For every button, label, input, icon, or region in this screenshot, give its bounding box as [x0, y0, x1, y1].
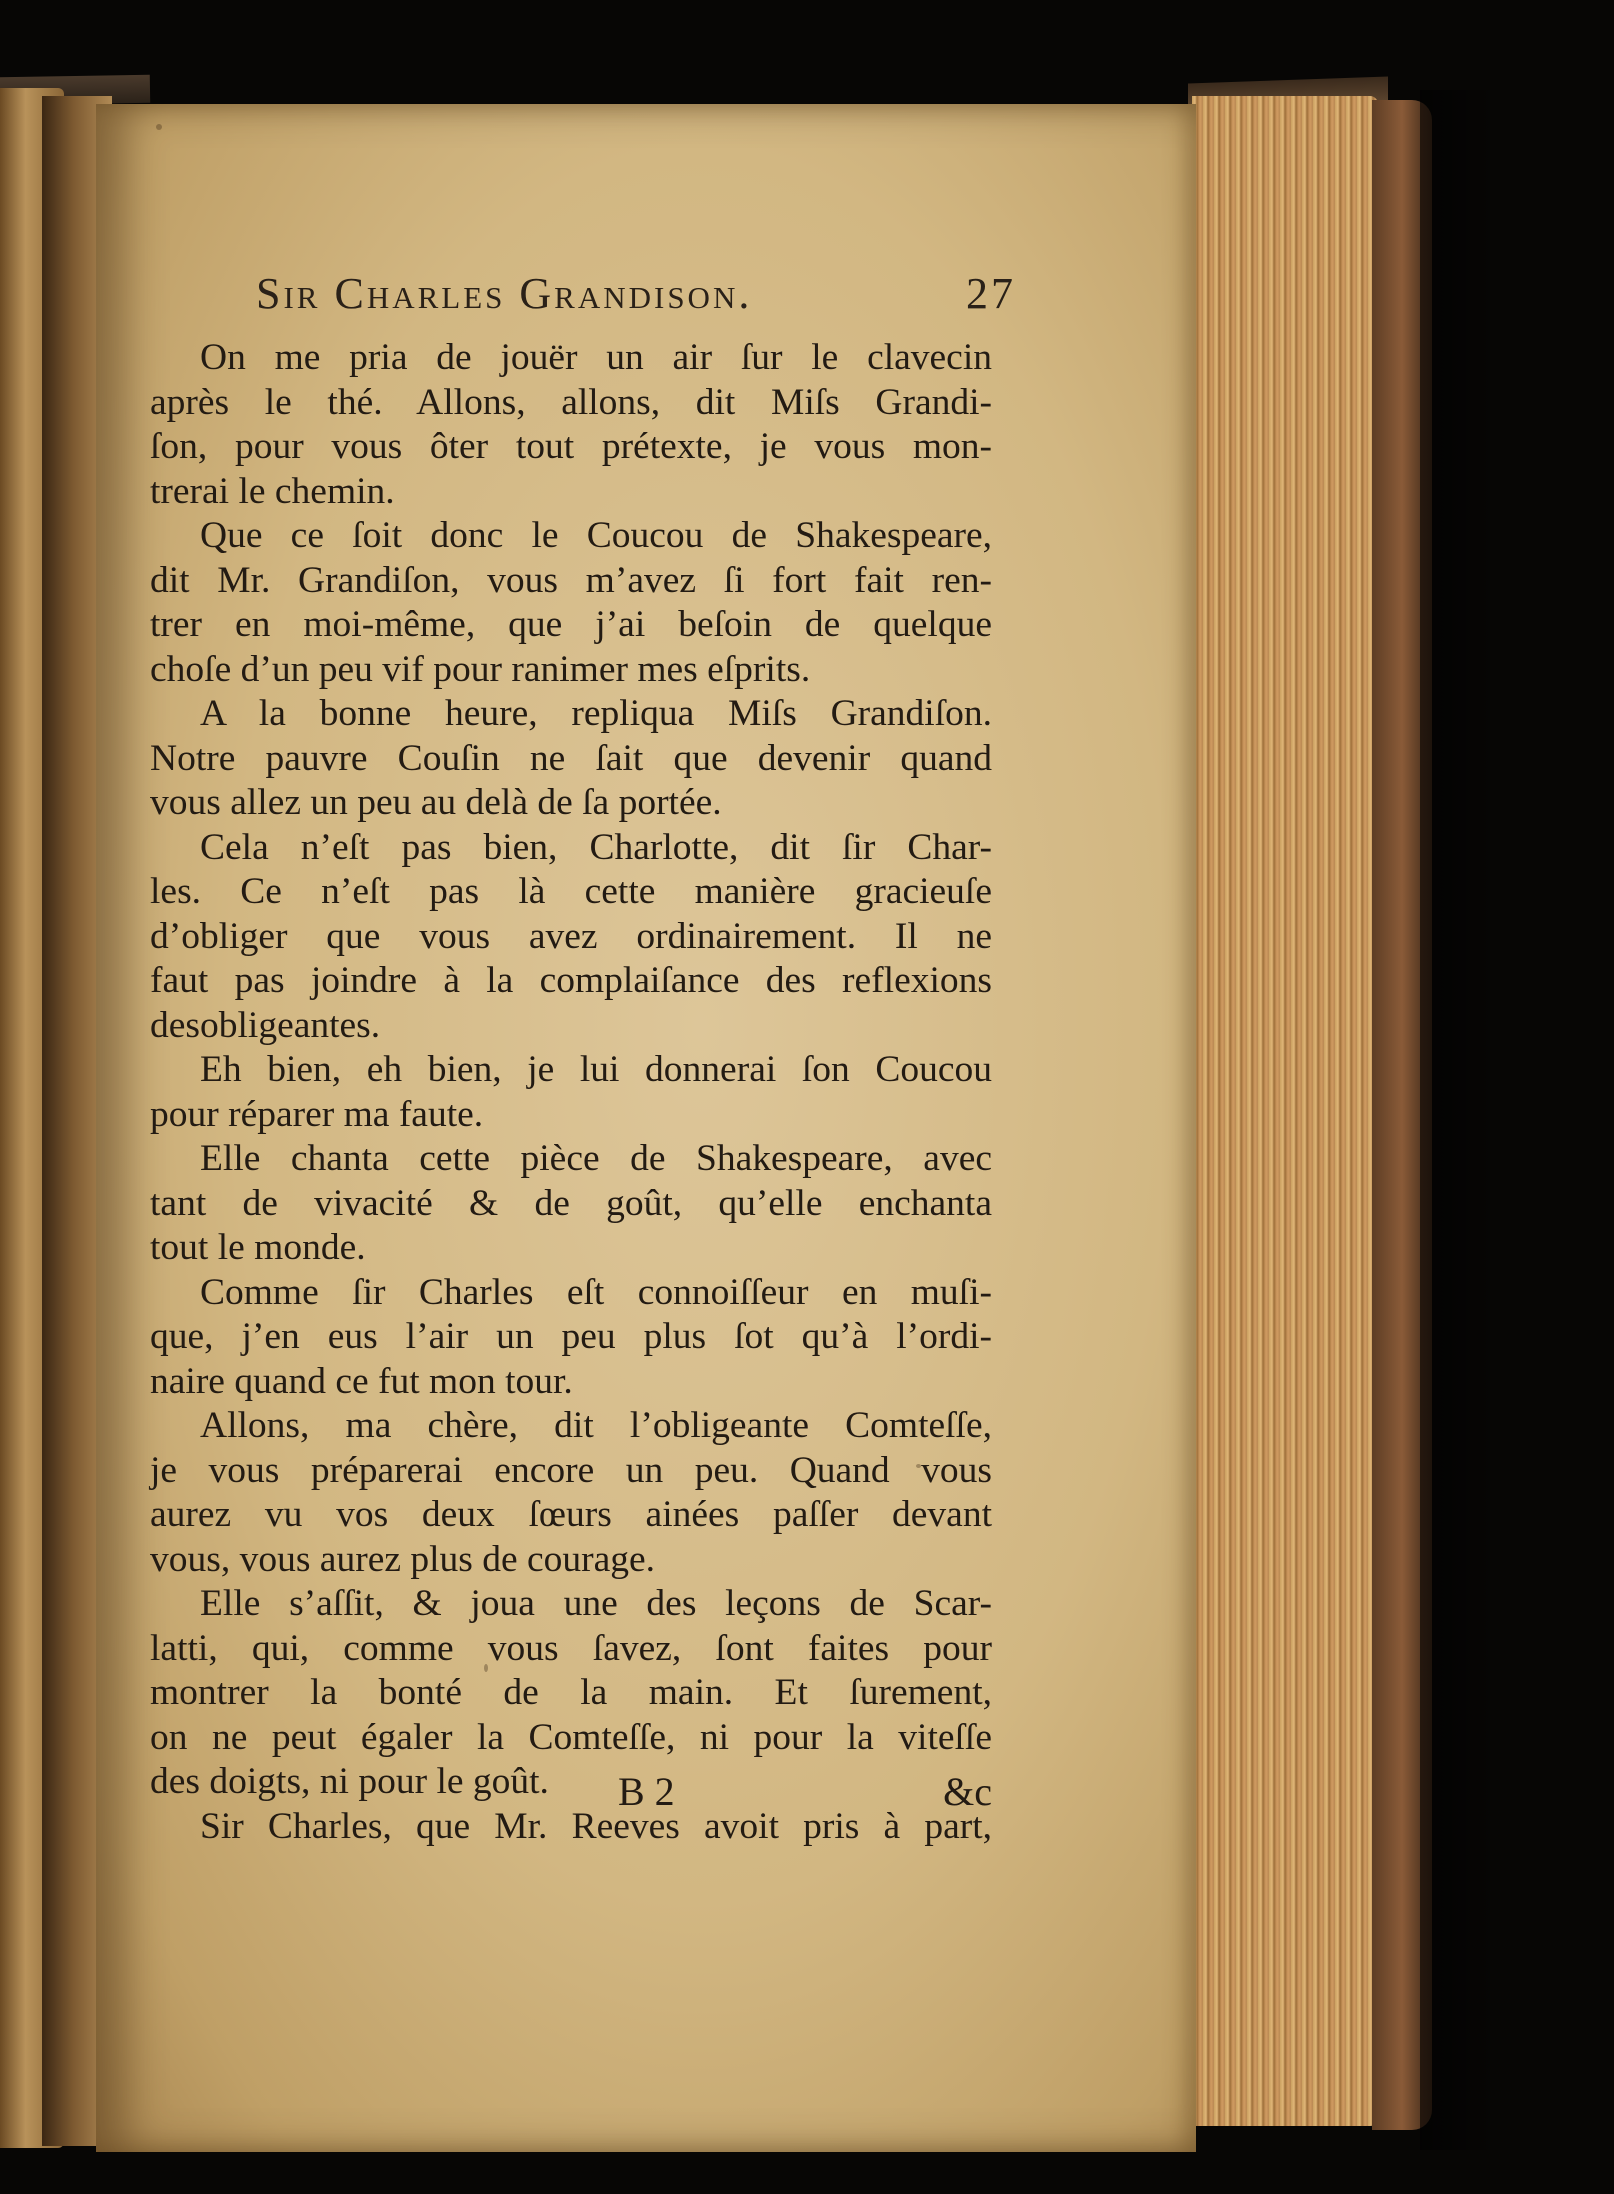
text-line: les. Ce n’eſt pas là cette manière gracieuſe	[150, 871, 992, 912]
text-line: pour réparer ma faute.	[150, 1093, 484, 1135]
page-number: 27	[966, 269, 1016, 318]
text-line: A la bonne heure, repliqua Miſs Grandiſon.	[200, 693, 992, 734]
text-line: Sir Charles, que Mr. Reeves avoit pris à part,	[200, 1805, 992, 1847]
text-line: faut pas joindre à la complaiſance des reflexions	[150, 960, 992, 1001]
text-line: Eh bien, eh bien, je lui donnerai ſon Coucou	[200, 1049, 992, 1090]
text-line: Allons, ma chère, dit l’obligeante Comteſſe,	[200, 1405, 992, 1446]
text-line: tout le monde.	[150, 1227, 366, 1268]
text-line: trer en moi-même, que j’ai beſoin de quelque	[150, 604, 992, 645]
paper-speck	[156, 124, 162, 130]
cover-shadow	[1420, 90, 1500, 2150]
text-line: Que ce ſoit donc le Coucou de Shakespeare,	[200, 515, 992, 556]
text-line: Notre pauvre Couſin ne ſait que devenir quand	[150, 737, 992, 779]
text-line: trerai le chemin.	[150, 470, 395, 512]
text-line: Cela n’eſt pas bien, Charlotte, dit ſir Char-	[200, 826, 992, 868]
running-header	[256, 262, 1016, 322]
text-line: latti, qui, comme vous ſavez, ſont faites pour	[150, 1627, 992, 1669]
text-line: dit Mr. Grandiſon, vous m’avez ſi fort fait ren-	[150, 559, 992, 601]
page-edges	[1192, 96, 1378, 2126]
text-line: tant de vivacité & de goût, qu’elle enchanta	[150, 1182, 992, 1224]
text-line: ſon, pour vous ôter tout prétexte, je vous mon-	[150, 426, 992, 467]
text-line: d’obliger que vous avez ordinairement. Il ne	[150, 915, 992, 957]
text-line: des doigts, ni pour le goût.	[150, 1761, 549, 1802]
text-line: desobligeantes.	[150, 1004, 381, 1046]
signature-mark: B 2	[618, 1769, 675, 1814]
text-line: naire quand ce fut mon tour.	[150, 1360, 573, 1402]
text-line: montrer la bonté de la main. Et ſurement,	[150, 1672, 992, 1713]
text-line: que, j’en eus l’air un peu plus ſot qu’à l’ordi-	[150, 1316, 992, 1357]
page-footer	[150, 1768, 992, 1818]
text-line: vous, vous aurez plus de courage.	[150, 1538, 656, 1580]
text-line: vous allez un peu au delà de ſa portée.	[150, 782, 722, 823]
text-line: aurez vu vos deux ſœurs ainées paſſer devant	[150, 1494, 992, 1535]
catchword: &c	[943, 1769, 992, 1814]
text-line: Elle chanta cette pièce de Shakespeare, avec	[200, 1138, 992, 1179]
text-line: Comme ſir Charles eſt connoiſſeur en muſi-	[200, 1271, 992, 1313]
text-line: Elle s’aſſit, & joua une des leçons de Scar-	[200, 1583, 992, 1624]
running-title: Sir Charles Grandison.	[256, 269, 753, 318]
text-line: On me pria de jouër un air ſur le clavecin	[200, 337, 992, 378]
text-line: après le thé. Allons, allons, dit Miſs Grandi-	[150, 381, 992, 423]
body-text	[150, 336, 992, 1849]
text-line: je vous préparerai encore un peu. Quand vous	[150, 1449, 992, 1491]
text-line: on ne peut égaler la Comteſſe, ni pour la viteſſe	[150, 1716, 992, 1758]
text-line: choſe d’un peu vif pour ranimer mes eſprits.	[150, 648, 811, 690]
